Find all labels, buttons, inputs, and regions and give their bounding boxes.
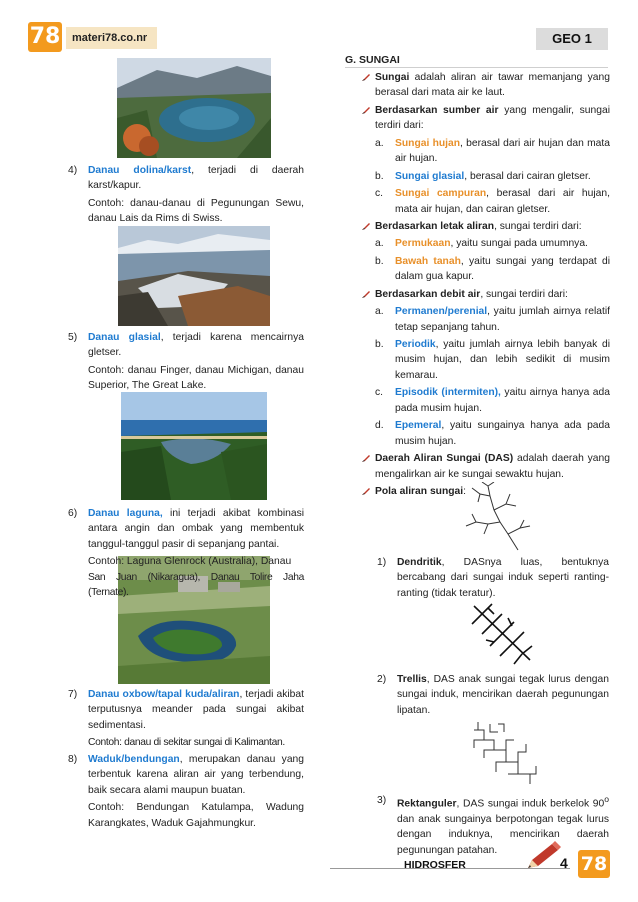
letter: a. <box>375 306 384 318</box>
term: Dendritik <box>397 557 442 568</box>
lake-type-5 <box>68 330 304 396</box>
term: Berdasarkan letak aliran <box>375 220 495 232</box>
pencil-icon <box>361 105 371 115</box>
sub-item <box>345 254 610 285</box>
bullet-location <box>345 219 610 234</box>
pencil-icon <box>361 72 371 82</box>
description: , yaitu sungainya hanya ada pada musim hujan. <box>395 420 610 447</box>
term: Rektanguler <box>397 798 457 810</box>
sub-item <box>345 385 610 416</box>
description: , yaitu sungai yang terdapat di dalam gua kapur. <box>395 255 611 283</box>
chapter-title: HIDROSFER <box>404 859 466 871</box>
letter: c. <box>375 188 384 200</box>
term: Berdasarkan debit air <box>375 288 481 300</box>
term: Permanen/perenial <box>395 306 488 318</box>
term: Danau laguna, <box>88 508 163 519</box>
item-number: 4) <box>68 165 78 176</box>
description: , terjadi akibat terputusnya meander pada sungai akibat sedimentasi. <box>88 689 304 731</box>
term: Bawah tanah <box>395 255 461 267</box>
lake-type-6 <box>68 506 304 603</box>
item-number: 8) <box>68 754 78 765</box>
letter: d. <box>375 420 384 432</box>
lake-type-4 <box>68 163 304 229</box>
letter: b. <box>375 170 384 182</box>
pencil-icon <box>361 221 371 231</box>
term: Danau oxbow/tapal kuda/aliran <box>88 689 240 700</box>
term: Sungai glasial <box>395 170 465 182</box>
pencil-icon <box>361 453 371 463</box>
term: Danau dolina/karst <box>88 165 192 176</box>
term: Sungai hujan <box>395 137 461 149</box>
degree-superscript: o <box>604 794 609 804</box>
river-definitions <box>345 70 610 501</box>
pencil-icon <box>522 838 562 872</box>
term: Berdasarkan sumber air <box>375 104 499 116</box>
pattern-dendritic <box>377 555 609 601</box>
dolina-lake-photo <box>117 58 271 158</box>
description: , berasal dari air hujan, mata air hujan, dan cairan gletser. <box>395 188 610 215</box>
example: Contoh: danau di sekitar sungai di Kalimantan. <box>88 737 285 749</box>
example-line-2: San Juan (Nikaragua), Danau Tolire Jaha (Ternate). <box>88 571 304 599</box>
section-heading: G. SUNGAI <box>345 52 608 68</box>
trellis-pattern-diagram <box>468 600 536 666</box>
item-number: 2) <box>377 674 387 685</box>
description: , terjadi karena mencairnya gletser. <box>88 332 304 359</box>
sub-item <box>345 169 610 184</box>
example: Contoh: danau Finger, danau Michigan, danau Superior, The Great Lake. <box>88 364 304 392</box>
description: adalah aliran air tawar memanjang yang berasal dari mata air ke laut. <box>375 72 610 99</box>
sub-item <box>345 186 610 217</box>
description: , merupakan danau yang terbentuk karena aliran air yang terbendung, baik secara alami maupun buatan. <box>88 754 304 796</box>
description: yaitu airnya hanya ada pada musim hujan. <box>395 387 610 414</box>
letter: a. <box>375 137 384 149</box>
term: Epemeral <box>395 420 442 432</box>
description: , sungai terdiri dari: <box>480 288 568 300</box>
rectangular-pattern-diagram <box>468 720 538 786</box>
bullet-das <box>345 451 610 482</box>
subject-badge: GEO 1 <box>536 28 608 50</box>
item-number: 3) <box>377 795 387 806</box>
term: Danau glasial <box>88 332 161 343</box>
term: Episodik (intermiten), <box>395 387 501 399</box>
letter: c. <box>375 387 384 399</box>
term: Sungai campuran <box>395 188 487 200</box>
page-number: 4 <box>560 855 568 871</box>
sub-item <box>345 136 610 167</box>
example: Contoh: danau-danau di Pegunungan Sewu, danau Lais da Rims di Swiss. <box>88 197 304 225</box>
description: , DAS anak sungai tegak lurus dengan sungai induk, mencirikan daerah pegunungan lipatan. <box>397 674 609 716</box>
sub-item <box>345 236 610 251</box>
footer-logo: 78 <box>578 850 610 878</box>
description: , berasal dari air hujan dan mata air hujan. <box>395 137 610 165</box>
term: Periodik <box>395 339 436 350</box>
description-continued: dan anak sungainya berpotongan tegak lurus dengan induknya, mencirikan daerah pegunungan patahan. <box>397 813 609 856</box>
term: Permukaan <box>395 238 451 250</box>
pattern-trellis <box>377 672 609 718</box>
description: , yaitu sungai pada umumnya. <box>450 238 588 250</box>
description: yang mengalir, sungai terdiri dari: <box>375 104 610 132</box>
term: Trellis <box>397 674 427 685</box>
description: , DASnya luas, bentuknya bercabang dari sungai induk seperti ranting-ranting (tidak teratur). <box>397 557 609 599</box>
sub-item <box>345 304 610 335</box>
example: Contoh: Bendungan Katulampa, Wadung Karangkates, Waduk Gajahmungkur. <box>88 802 304 829</box>
site-name[interactable]: materi78.co.nr <box>66 27 157 49</box>
description: adalah daerah yang mengalirkan air ke sungai sewaktu hujan. <box>375 453 610 480</box>
item-number: 1) <box>377 557 387 568</box>
term: Sungai <box>375 72 410 83</box>
item-number: 5) <box>68 332 78 343</box>
lake-type-8 <box>68 752 304 833</box>
letter: b. <box>375 255 384 267</box>
dendritic-pattern-diagram <box>458 482 538 552</box>
description: : <box>463 485 466 497</box>
pencil-icon <box>361 486 371 496</box>
description: , sungai terdiri dari: <box>494 220 582 232</box>
site-logo: 78 <box>28 22 62 52</box>
term: Pola aliran sungai <box>375 485 464 497</box>
sub-item <box>345 337 610 383</box>
bullet-river <box>345 70 610 101</box>
description: , DAS sungai induk berkelok 90 <box>456 798 605 810</box>
description: , berasal dari cairan gletser. <box>464 170 591 182</box>
term: Daerah Aliran Sungai (DAS) <box>375 453 514 465</box>
glacial-lake-photo <box>118 226 270 326</box>
pencil-icon <box>361 289 371 299</box>
example-line-1: Contoh: Laguna Glenrock (Australia), Danau <box>88 556 292 568</box>
pattern-rectangular <box>377 793 609 858</box>
description: , terjadi di daerah karst/kapur. <box>88 165 304 192</box>
lake-type-7 <box>68 687 304 753</box>
item-number: 6) <box>68 508 78 519</box>
description: , yaitu jumlah airnya lebih banyak di musim hujan, dan lebih sedikit di musim kemarau. <box>395 339 610 381</box>
description: ini terjadi akibat kombinasi antara angin dan ombak yang membentuk tanggul-tanggul pasir di sepanjang pantai. <box>88 508 305 550</box>
term: Waduk/bendungan <box>88 754 180 765</box>
letter: a. <box>375 238 384 250</box>
bullet-source <box>345 103 610 134</box>
letter: b. <box>375 339 384 350</box>
item-number: 7) <box>68 689 78 700</box>
lagoon-lake-photo <box>121 392 267 500</box>
bullet-discharge <box>345 287 610 302</box>
description: , yaitu jumlah airnya relatif tetap sepanjang tahun. <box>395 306 610 333</box>
sub-item <box>345 418 610 449</box>
